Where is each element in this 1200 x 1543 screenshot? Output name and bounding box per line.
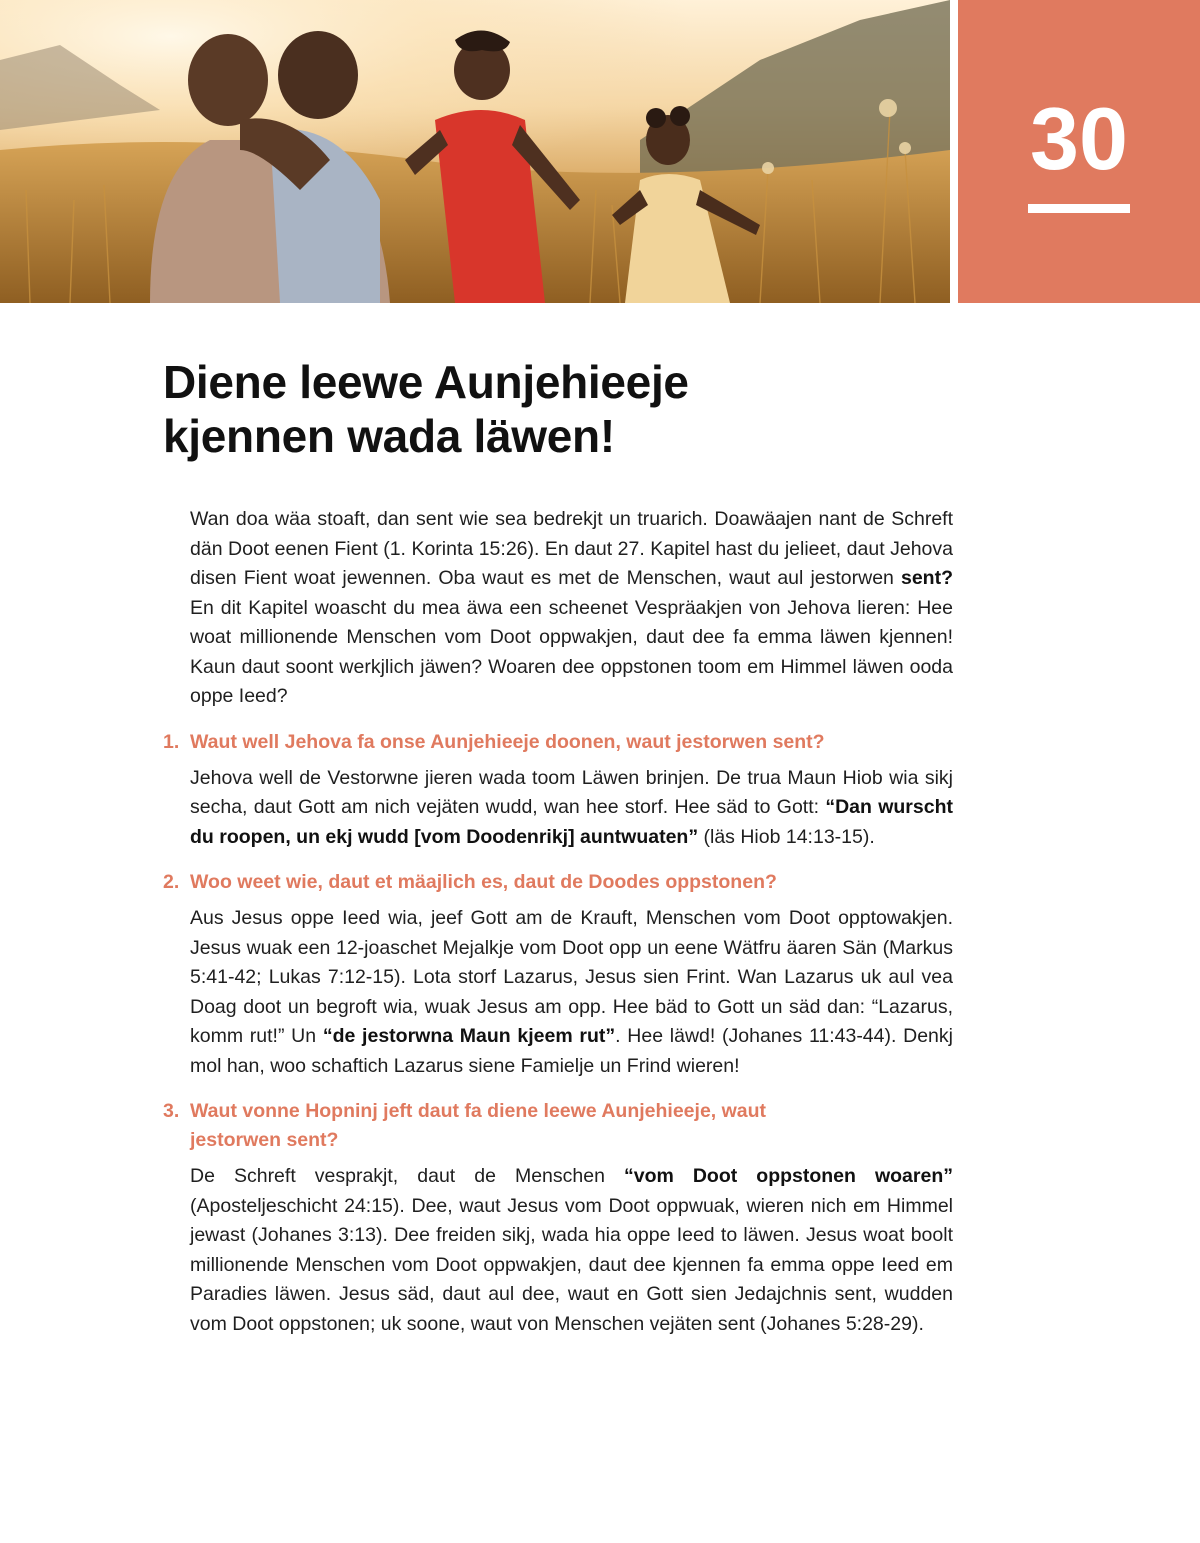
chapter-number: 30 xyxy=(1030,89,1128,188)
page-title-line-1: Diene leewe Aunjehieeje xyxy=(163,356,689,408)
page-title xyxy=(163,355,923,463)
lesson-body xyxy=(163,505,953,1355)
question-2-number: 2. xyxy=(163,871,180,893)
answer-1-text-continued: (läs Hiob 14:13-15). xyxy=(698,825,875,848)
hero-photo xyxy=(0,0,950,303)
hero-illustration xyxy=(0,0,950,303)
chapter-badge xyxy=(958,0,1200,303)
intro-paragraph xyxy=(190,505,953,712)
answer-1-text: Jehova well de Vestorwne jieren wada toom Läwen brinjen. De trua Maun Hiob wia sikj secha, daut Gott am nich vejäten wudd, wan hee storf. Hee säd to Gott: xyxy=(190,766,953,818)
question-3-heading xyxy=(163,1097,953,1155)
question-3-text: Waut vonne Hopninj jeft daut fa diene leewe Aunjehieeje, waut jestorwen sent? xyxy=(190,1100,767,1151)
question-1-number: 1. xyxy=(163,730,180,753)
page-title-line-2: kjennen wada läwen! xyxy=(163,410,615,462)
answer-3-paragraph xyxy=(190,1162,953,1339)
answer-1-bold-quote: “Dan wurscht du roopen, un ekj wudd [vom Doodenrikj] auntwuaten” xyxy=(190,796,953,848)
question-2-heading xyxy=(163,868,953,897)
answer-2-text: Aus Jesus oppe Ieed wia, jeef Gott am de Krauft, Menschen vom Doot opptowakjen. Jesus wuak een 12-joaschet Mejalkje vom Doot opp un eene Wätfru äaren Sän (Markus 5:41-42; Lukas 7:12-15). Lota storf Lazarus, Jesus sien Frint. Wan Lazarus uk aul vea Doag doot un begroft wia, wuak Jesus am opp. Hee bäd to Gott un säd dan: “Lazarus, komm rut!” Un xyxy=(190,907,953,1047)
question-2-text: Woo weet wie, daut et mäajlich es, daut de Doodes oppstonen? xyxy=(190,871,777,893)
answer-3-bold-quote: “vom Doot oppstonen woaren” xyxy=(623,1165,953,1187)
question-1-text: Waut well Jehova fa onse Aunjehieeje doonen, waut jestorwen sent? xyxy=(190,730,825,753)
intro-text: Wan doa wäa stoaft, dan sent wie sea bedrekjt un truarich. Doawäajen nant de Schreft dän Doot eenen Fient (1. Korinta 15:26). En daut 27. Kapitel hast du jelieet, daut Jehova disen Fient woat jewennen. Oba waut es met de Menschen, waut aul jestorwen xyxy=(190,508,953,589)
intro-bold-text: sent? xyxy=(900,567,953,589)
intro-text-continued: En dit Kapitel woascht du mea äwa een scheenet Vespräakjen von Jehova lieren: Hee woat millionende Menschen vom Doot oppwakjen, daut dee fa emma läwen kjennen! Kaun daut soont werkjlich jäwen? Woaren dee oppstonen toom em Himmel läwen ooda oppe Ieed? xyxy=(190,596,953,707)
answer-2-text-continued: . Hee läwd! (Johanes 11:43-44). Denkj mol han, woo schaftich Lazarus siene Famielje un Frind wieren! xyxy=(190,1025,953,1077)
answer-3-text: De Schreft vesprakjt, daut de Menschen xyxy=(190,1165,624,1187)
answer-1-paragraph xyxy=(190,764,953,853)
answer-2-bold-quote: “de jestorwna Maun kjeem rut” xyxy=(322,1025,616,1047)
answer-3-text-continued: (Aposteljeschicht 24:15). Dee, waut Jesus vom Doot oppwuak, wieren nich em Himmel jewast (Johanes 3:13). Dee freiden sikj, wada hia oppe Ieed to läwen. Jesus woat boolt millionende Menschen vom Doot oppwakjen, daut dee kjennen fa emma oppe Ieed em Paradies läwen. Jesus säd, daut aul dee, waut en Gott sien Jedajchnis sent, wudden vom Doot oppstonen; uk soone, waut von Menschen vejäten sent (Johanes 5:28-29). xyxy=(190,1194,953,1335)
question-1-heading xyxy=(163,728,953,757)
question-3-number: 3. xyxy=(163,1100,180,1122)
answer-2-paragraph xyxy=(190,904,953,1081)
chapter-underline xyxy=(1028,204,1130,213)
